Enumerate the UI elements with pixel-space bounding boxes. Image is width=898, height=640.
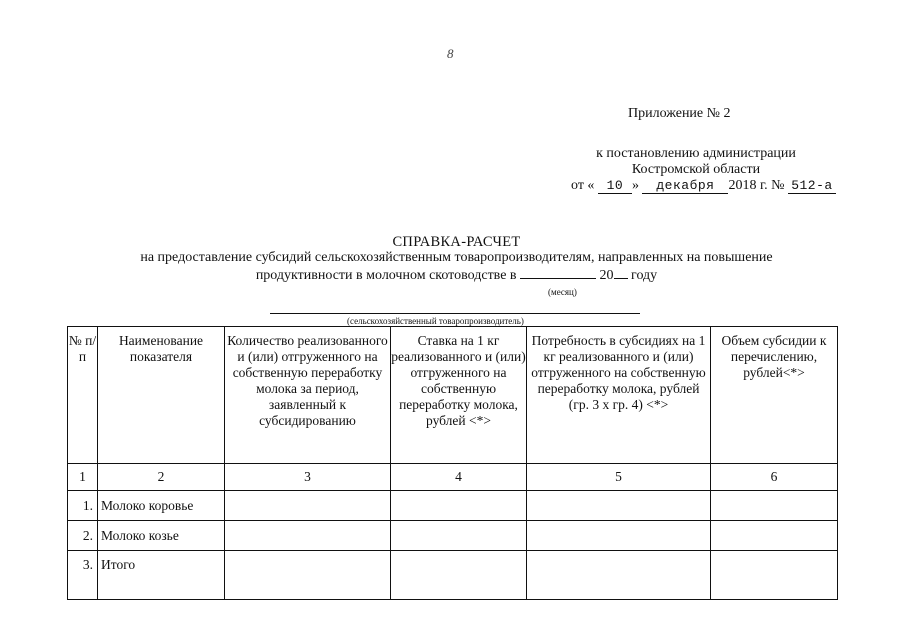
decree-reference xyxy=(560,146,832,178)
row-number: 2. xyxy=(68,521,98,551)
data-cell[interactable] xyxy=(391,551,527,600)
title-line-3-suffix: году xyxy=(631,268,658,283)
data-cell[interactable] xyxy=(225,491,391,521)
data-cell[interactable] xyxy=(225,551,391,600)
year-blank[interactable] xyxy=(614,266,628,279)
date-mid: » xyxy=(631,178,639,193)
data-cell[interactable] xyxy=(391,521,527,551)
header-cell-rate: Ставка на 1 кг реализованного и (или) отгруженного на собственную переработку молока, рублей <*> xyxy=(391,327,527,464)
column-number-row xyxy=(68,464,838,491)
page-number: 8 xyxy=(447,46,454,61)
calculation-table xyxy=(67,326,838,600)
date-year-suffix: 2018 г. № xyxy=(728,178,785,193)
header-cell-name: Наименование показателя xyxy=(98,327,225,464)
header-cell-volume: Объем субсидии к перечислению, рублей<*> xyxy=(711,327,838,464)
data-cell[interactable] xyxy=(527,521,711,551)
header-cell-number: № п/п xyxy=(68,327,98,464)
table-row xyxy=(68,521,838,551)
appendix-label: Приложение № 2 xyxy=(628,106,731,121)
date-day: 10 xyxy=(598,179,632,194)
data-cell[interactable] xyxy=(527,491,711,521)
data-cell[interactable] xyxy=(225,521,391,551)
producer-caption: (сельскохозяйственный товаропроизводитель) xyxy=(347,316,524,326)
row-name: Молоко коровье xyxy=(98,491,225,521)
decree-date xyxy=(571,178,836,194)
title-year: 20 xyxy=(599,268,614,283)
decree-line-1: к постановлению администрации xyxy=(596,146,796,161)
table-header-row xyxy=(68,327,838,464)
row-number: 1. xyxy=(68,491,98,521)
row-number: 3. xyxy=(68,551,98,600)
row-name: Молоко козье xyxy=(98,521,225,551)
column-number: 3 xyxy=(225,464,391,491)
table-row xyxy=(68,491,838,521)
month-caption: (месяц) xyxy=(548,287,577,297)
data-cell[interactable] xyxy=(527,551,711,600)
title-line-3 xyxy=(100,266,813,284)
header-cell-need: Потребность в субсидиях на 1 кг реализованного и (или) отгруженного на собственную переработку молока, рублей (гр. 3 x гр. 4) <*> xyxy=(527,327,711,464)
decree-number: 512-а xyxy=(788,179,836,194)
column-number: 1 xyxy=(68,464,98,491)
data-cell[interactable] xyxy=(711,551,838,600)
title-line-2: на предоставление субсидий сельскохозяйственным товаропроизводителям, направленных на повышение xyxy=(140,250,773,265)
title-line-3-prefix: продуктивности в молочном скотоводстве в xyxy=(255,268,517,283)
title-main: СПРАВКА-РАСЧЕТ xyxy=(392,234,521,250)
date-month: декабря xyxy=(642,179,728,194)
data-cell[interactable] xyxy=(391,491,527,521)
producer-blank[interactable] xyxy=(270,313,640,314)
document-title xyxy=(100,234,813,284)
row-name: Итого xyxy=(98,551,225,600)
table-row xyxy=(68,551,838,600)
decree-line-2: Костромской области xyxy=(631,162,761,177)
data-cell[interactable] xyxy=(711,491,838,521)
column-number: 4 xyxy=(391,464,527,491)
date-prefix: от « xyxy=(571,178,595,193)
header-cell-quantity: Количество реализованного и (или) отгруженного на собственную переработку молока за период, заявленный к субсидированию xyxy=(225,327,391,464)
column-number: 5 xyxy=(527,464,711,491)
column-number: 2 xyxy=(98,464,225,491)
column-number: 6 xyxy=(711,464,838,491)
month-blank[interactable] xyxy=(520,266,596,279)
data-cell[interactable] xyxy=(711,521,838,551)
